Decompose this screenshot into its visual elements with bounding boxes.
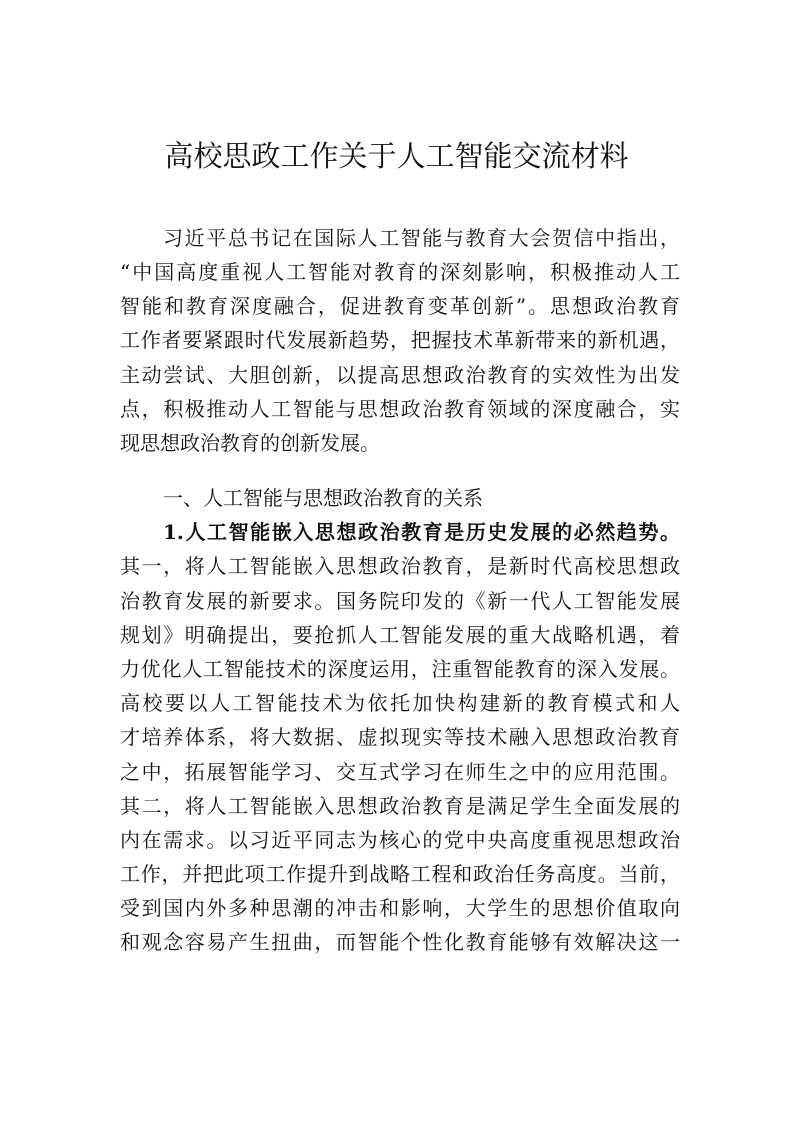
- paragraph-line: 高校要以人工智能技术为依托加快构建新的教育模式和人: [120, 691, 680, 715]
- paragraph-line: 其二，将人工智能嵌入思想政治教育是满足学生全面发展的: [120, 794, 680, 818]
- subsection-heading: 1.人工智能嵌入思想政治教育是历史发展的必然趋势。: [163, 520, 680, 544]
- paragraph-line: 和观念容易产生扭曲，而智能个性化教育能够有效解决这一: [120, 930, 680, 954]
- paragraph-line: 现思想政治教育的创新发展。: [120, 431, 380, 455]
- paragraph-line: 内在需求。以习近平同志为核心的党中央高度重视思想政治: [120, 828, 680, 852]
- paragraph-line: 智能和教育深度融合，促进教育变革创新”。思想政治教育: [120, 294, 680, 318]
- document-title: 高校思政工作关于人工智能交流材料: [164, 139, 629, 173]
- paragraph-line: 其一，将人工智能嵌入思想政治教育，是新时代高校思想政: [120, 554, 680, 578]
- paragraph-line: 受到国内外多种思潮的冲击和影响，大学生的思想价值取向: [120, 896, 680, 920]
- paragraph-line: 工作，并把此项工作提升到战略工程和政治任务高度。当前，: [120, 862, 680, 886]
- paragraph-line: 之中，拓展智能学习、交互式学习在师生之中的应用范围。: [120, 760, 680, 784]
- paragraph-line: 工作者要紧跟时代发展新趋势，把握技术革新带来的新机遇，: [120, 328, 680, 352]
- paragraph-line: 主动尝试、大胆创新，以提高思想政治教育的实效性为出发: [120, 363, 680, 387]
- paragraph-line: 规划》明确提出，要抢抓人工智能发展的重大战略机遇，着: [120, 623, 680, 647]
- section-heading: 一、人工智能与思想政治教育的关系: [163, 486, 483, 510]
- paragraph-line: 力优化人工智能技术的深度运用，注重智能教育的深入发展。: [120, 657, 680, 681]
- paragraph-line: 才培养体系，将大数据、虚拟现实等技术融入思想政治教育: [120, 725, 680, 749]
- paragraph-line: 点，积极推动人工智能与思想政治教育领域的深度融合，实: [120, 397, 680, 421]
- paragraph-line: 治教育发展的新要求。国务院印发的《新一代人工智能发展: [120, 589, 680, 613]
- paragraph-line: “中国高度重视人工智能对教育的深刻影响，积极推动人工: [120, 260, 680, 284]
- paragraph-line: 习近平总书记在国际人工智能与教育大会贺信中指出，: [163, 226, 680, 250]
